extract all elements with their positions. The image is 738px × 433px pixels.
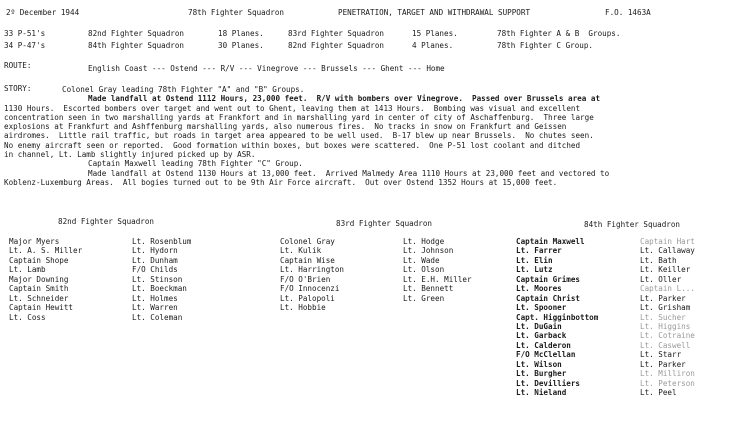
pilot-name: F/O McClellan [516, 350, 576, 360]
pilot-name: Lt. Parker [640, 293, 686, 303]
pilot-name: Major Downing [9, 274, 69, 284]
pilot-name: Lt. Coleman [132, 312, 183, 322]
pilot-name: Lt. Green [403, 293, 445, 303]
pilot-name: Major Myers [9, 237, 60, 246]
pilot-name: Captain Wise [280, 255, 335, 265]
roster-title-84th: 84th Fighter Squadron [584, 220, 681, 229]
story-body [4, 85, 734, 187]
pilot-name: Capt. Higginbottom [516, 312, 599, 322]
plane-count: 4 Planes. [412, 41, 454, 50]
aircraft-count: 33 P-51's [4, 29, 46, 38]
pilot-name: Lt. Moores [516, 284, 562, 294]
group-assignment: 78th Fighter A & B Groups. [497, 29, 621, 38]
pilot-name: Lt. Lamb [9, 265, 46, 275]
pilot-name: Captain Grimes [516, 274, 581, 284]
pilot-name: Captain Smith [9, 284, 69, 294]
pilot-name: Lt. Wade [403, 255, 440, 265]
pilot-name: Lt. Boeckman [132, 284, 187, 294]
pilot-name: Lt. Wilson [516, 359, 562, 369]
pilot-name: Lt. Stinson [132, 274, 183, 284]
field-order-number: F.O. 1463A [605, 8, 651, 17]
pilot-name: Lt. Farrer [516, 246, 562, 256]
story-line: Made landfall at Ostend 1130 Hours at 13,000 feet. Arrived Malmedy Area 1110 Hours at 23,000 feet and vectored to [88, 168, 610, 178]
story-line: Made landfall at Ostend 1112 Hours, 23,000 feet. R/V with bombers over Vinegrove. Passed over Brussels area at [88, 94, 601, 104]
story-line: 1130 Hours. Escorted bombers over target and went out to Ghent, leaving them at 1413 Hours. Bombing was visual and excellent [4, 103, 581, 113]
pilot-name: Lt. Callaway [640, 246, 695, 256]
story-line: explosions at Frankfurt and Ashffenburg marshalling yards, also numerous fires. No tracks in snow on Frankfurt and Geissen [4, 122, 567, 132]
pilot-name: Lt. Starr [640, 350, 682, 360]
story-line: Captain Maxwell leading 78th Fighter "C" Group. [88, 159, 303, 169]
story-line: Koblenz-Luxemburg Areas. All bogies turned out to be 9th Air Force aircraft. Out over Ostend 1352 Hours at 15,000 feet. [4, 177, 558, 187]
roster-title-82nd: 82nd Fighter Squadron [58, 217, 155, 226]
pilot-name: Lt. Oller [640, 274, 682, 284]
roster-column-84th-a [516, 237, 598, 397]
pilot-name: Lt. Hobbie [280, 303, 326, 313]
pilot-name: Lt. Coss [9, 312, 46, 322]
plane-count: 30 Planes. [218, 41, 264, 50]
pilot-name: Lt. A. S. Miller [9, 246, 83, 256]
pilot-name: Lt. Johnson [403, 246, 454, 256]
pilot-name: F/O Childs [132, 265, 178, 275]
pilot-name: Lt. Hydorn [132, 246, 178, 256]
aircraft-count: 34 P-47's [4, 41, 46, 50]
pilot-name: Lt. Palopoli [280, 293, 335, 303]
squadron-name: 82nd Fighter Squadron [88, 29, 185, 38]
mission-type: PENETRATION, TARGET AND WITHDRAWAL SUPPORT [338, 8, 531, 17]
pilot-name: Lt. Calderon [516, 340, 571, 350]
story-label: STORY: [4, 84, 32, 93]
roster-column-83rd-b [403, 237, 472, 303]
pilot-name: Lt. Devilliers [516, 378, 581, 388]
pilot-name: Lt. Caswell [640, 340, 691, 350]
squadron-name: 84th Fighter Squadron [88, 41, 185, 50]
pilot-name: Lt. E.H. Miller [403, 274, 472, 284]
pilot-name: Lt. Lutz [516, 265, 553, 275]
pilot-name: Lt. Elin [516, 255, 553, 265]
pilot-name: Captain Maxwell [516, 237, 585, 246]
pilot-name: Lt. Kulik [280, 246, 322, 256]
pilot-name: Captain Christ [516, 293, 581, 303]
roster-column-84th-b [640, 237, 695, 397]
pilot-name: F/O O'Brien [280, 274, 331, 284]
route-text: English Coast --- Ostend --- R/V --- Vinegrove --- Brussels --- Ghent --- Home [88, 64, 445, 73]
story-line: No enemy aircraft seen or reported. Good formation within boxes, but boxes were scattered. One P-51 lost coolant and ditched [4, 140, 581, 150]
pilot-name: Lt. Cotraine [640, 331, 695, 341]
story-line: airdromes. Little rail traffic, but roads in target area appeared to be well used. B-17 blew up near Brussels. No chutes seen. [4, 131, 594, 141]
pilot-name: F/O Innocenzi [280, 284, 340, 294]
pilot-name: Lt. Peterson [640, 378, 695, 388]
pilot-name: Captain Hart [640, 237, 695, 246]
report-date: 2º December 1944 [6, 8, 80, 17]
pilot-name: Lt. Schneider [9, 293, 69, 303]
pilot-name: Lt. Burgher [516, 369, 567, 379]
pilot-name: Lt. Parker [640, 359, 686, 369]
squadron-name: 83rd Fighter Squadron [288, 29, 385, 38]
pilot-name: Lt. Sucher [640, 312, 686, 322]
route-label: ROUTE: [4, 61, 32, 70]
pilot-name: Lt. Hodge [403, 237, 445, 246]
squadron-name: 82nd Fighter Squadron [288, 41, 385, 50]
pilot-name: Lt. Spooner [516, 303, 567, 313]
pilot-name: Colonel Gray [280, 237, 335, 246]
pilot-name: Lt. Bath [640, 255, 677, 265]
pilot-name: Lt. Holmes [132, 293, 178, 303]
roster-column-82nd-a [9, 237, 82, 322]
pilot-name: Captain Shope [9, 255, 69, 265]
pilot-name: Captain L... [640, 284, 695, 294]
pilot-name: Lt. DuGain [516, 321, 562, 331]
pilot-name: Lt. Nieland [516, 388, 567, 397]
pilot-name: Lt. Warren [132, 303, 178, 313]
pilot-name: Lt. Bennett [403, 284, 454, 294]
pilot-name: Lt. Garback [516, 331, 567, 341]
plane-count: 18 Planes. [218, 29, 264, 38]
roster-column-83rd-a [280, 237, 344, 313]
pilot-name: Lt. Peel [640, 388, 677, 397]
pilot-name: Captain Hewitt [9, 303, 74, 313]
pilot-name: Lt. Milliron [640, 369, 695, 379]
plane-count: 15 Planes. [412, 29, 458, 38]
pilot-name: Lt. Olson [403, 265, 445, 275]
roster-column-82nd-b [132, 237, 191, 322]
story-line: Colonel Gray leading 78th Fighter "A" and "B" Groups. [62, 85, 305, 94]
story-line: in channel, Lt. Lamb slightly injured picked up by ASR. [4, 150, 256, 160]
report-squadron: 78th Fighter Squadron [188, 8, 285, 17]
pilot-name: Lt. Grisham [640, 303, 691, 313]
pilot-name: Lt. Keiller [640, 265, 691, 275]
pilot-name: Lt. Dunham [132, 255, 178, 265]
group-assignment: 78th Fighter C Group. [497, 41, 594, 50]
pilot-name: Lt. Higgins [640, 321, 691, 331]
pilot-name: Lt. Harrington [280, 265, 345, 275]
roster-title-83rd: 83rd Fighter Squadron [336, 219, 433, 228]
pilot-name: Lt. Rosenblum [132, 237, 192, 246]
story-line: concentration seen in two marshalling yards at Frankfort and in marshalling yard in center of city of Aschaffenburg. Three large [4, 112, 594, 122]
